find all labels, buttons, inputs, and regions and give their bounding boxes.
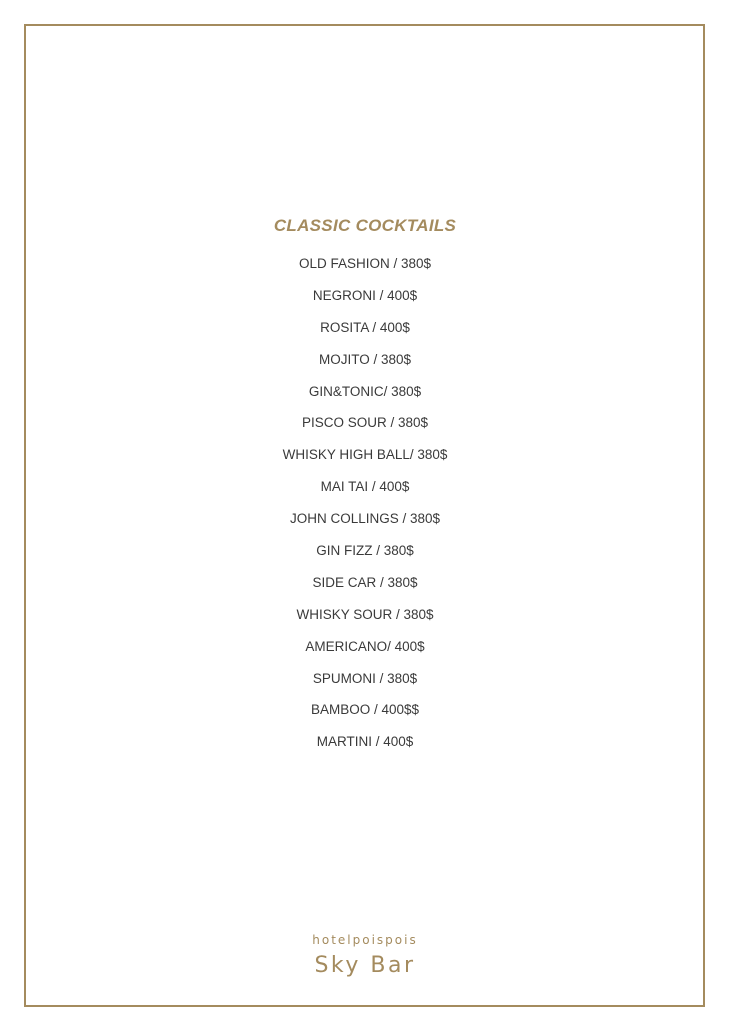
menu-item: MAI TAI / 400$ xyxy=(320,479,410,495)
menu-item: GIN&TONIC/ 380$ xyxy=(308,383,422,399)
menu-item: WHISKY SOUR / 380$ xyxy=(296,606,434,622)
menu-item: ROSITA / 400$ xyxy=(320,319,410,335)
menu-item: MOJITO / 380$ xyxy=(318,351,412,367)
section-title: CLASSIC COCKTAILS xyxy=(273,216,457,235)
menu-item: GIN FIZZ / 380$ xyxy=(316,543,414,559)
menu-item: JOHN COLLINGS / 380$ xyxy=(289,511,441,527)
menu-item: WHISKY HIGH BALL/ 380$ xyxy=(282,447,448,463)
menu-item: OLD FASHION / 380$ xyxy=(298,256,432,271)
menu-item: NEGRONI / 400$ xyxy=(312,287,418,303)
menu-item: AMERICANO/ 400$ xyxy=(305,638,425,654)
menu-item: PISCO SOUR / 380$ xyxy=(301,415,429,431)
hotel-name: hotelpoispois xyxy=(312,933,418,947)
menu-item: BAMBOO / 400$$ xyxy=(310,702,420,718)
menu-item: SPUMONI / 380$ xyxy=(312,670,418,686)
venue-logo-text: Sky Bar xyxy=(314,953,416,978)
menu-item: SIDE CAR / 380$ xyxy=(312,574,418,590)
cocktail-list xyxy=(0,254,730,764)
menu-item: MARTINI / 400$ xyxy=(316,734,414,750)
